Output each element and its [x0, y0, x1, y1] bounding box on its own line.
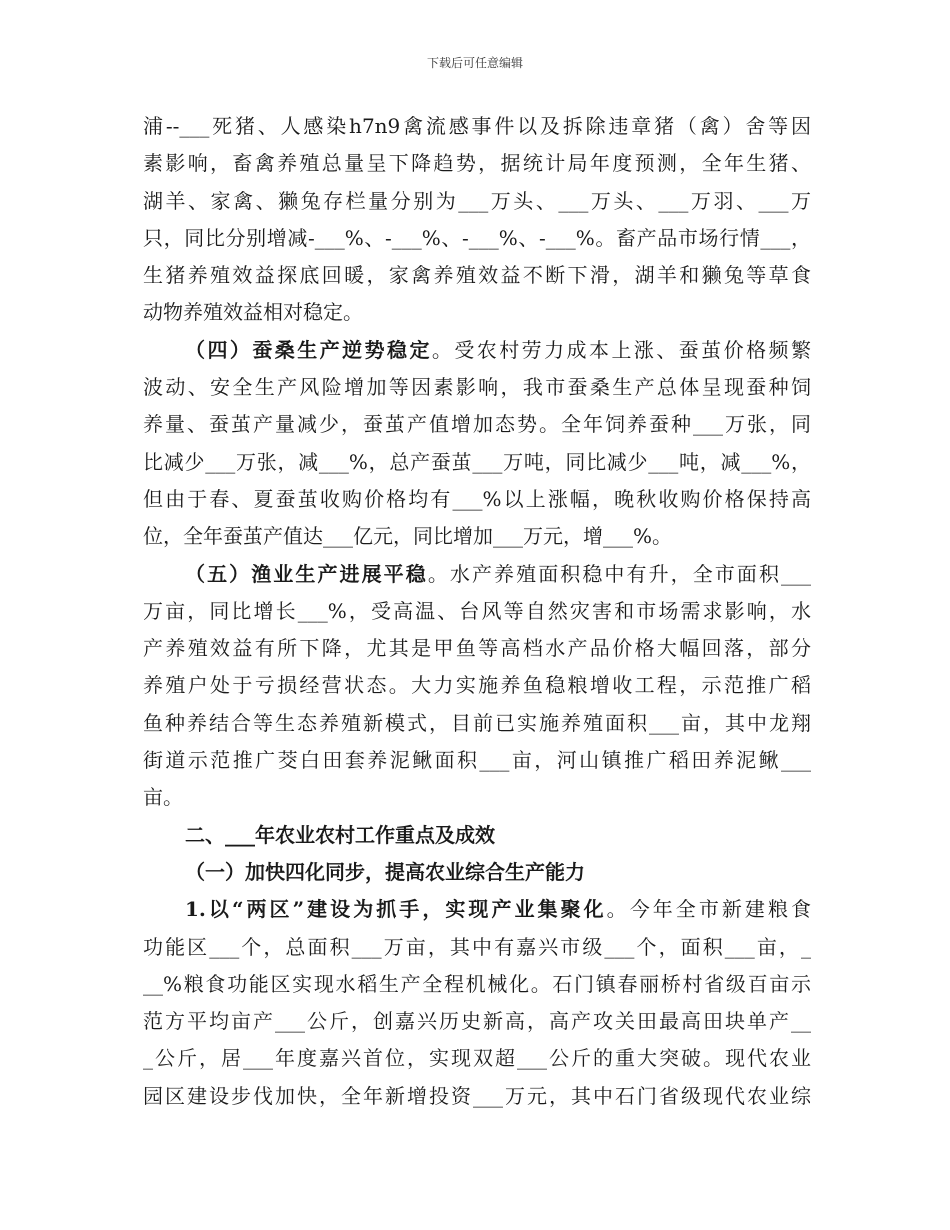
line-text: 产养殖效益有所下降，尤其是甲鱼等高档水产品价格大幅回落，部分 — [143, 636, 811, 661]
text-line — [143, 1040, 811, 1077]
text-line — [143, 966, 811, 1003]
bold-heading: 1.以“两区”建设为抓手，实现产业集聚化 — [185, 897, 607, 922]
text-line — [143, 1078, 811, 1115]
text-line — [143, 332, 811, 369]
line-text: 湖羊、家禽、獭兔存栏量分别为___万头、___万头、___万羽、___万 — [143, 188, 811, 213]
text-line — [143, 444, 811, 481]
line-text: 波动、安全生产风险增加等因素影响，我市蚕桑生产总体呈现蚕种饲 — [143, 375, 811, 400]
text-line — [143, 593, 811, 630]
line-text: 。水产养殖面积稳中有升，全市面积___ — [427, 561, 811, 586]
line-text: 范方平均亩产___公斤，创嘉兴历史新高，高产攻关田最高田块单产__ — [143, 1009, 811, 1034]
text-line — [143, 369, 811, 406]
line-text: __%粮食功能区实现水稻生产全程机械化。石门镇春丽桥村省级百亩示 — [143, 971, 811, 996]
line-text: 动物养殖效益相对稳定。 — [143, 300, 363, 325]
line-text: 比减少___万张，减___%，总产蚕茧___万吨，同比减少___吨，减___%， — [143, 449, 811, 474]
bold-heading: （四）蚕桑生产逆势稳定 — [185, 337, 432, 362]
text-line — [143, 220, 811, 257]
text-line — [143, 817, 811, 854]
line-text: 但由于春、夏蚕茧收购价格均有___%以上涨幅，晚秋收购价格保持高 — [143, 486, 811, 511]
line-text: 素影响，畜禽养殖总量呈下降趋势，据统计局年度预测，全年生猪、 — [143, 151, 811, 176]
line-text: 生猪养殖效益探底回暖，家禽养殖效益不断下滑，湖羊和獭兔等草食 — [143, 263, 811, 288]
text-line — [143, 705, 811, 742]
line-text: 养殖户处于亏损经营状态。大力实施养鱼稳粮增收工程，示范推广稻 — [143, 673, 811, 698]
text-line — [143, 779, 811, 816]
text-line — [143, 630, 811, 667]
text-line — [143, 1003, 811, 1040]
text-line — [143, 742, 811, 779]
line-text: 亩。 — [143, 785, 183, 810]
text-line — [143, 406, 811, 443]
bold-heading: 二、___年农业农村工作重点及成效 — [185, 822, 495, 847]
text-line — [143, 145, 811, 182]
line-text: 。受农村劳力成本上涨、蚕茧价格频繁 — [431, 337, 811, 362]
bold-heading: （一）加快四化同步，提高农业综合生产能力 — [185, 859, 585, 884]
text-line — [143, 929, 811, 966]
text-line — [143, 891, 811, 928]
line-text: _公斤，居___年度嘉兴首位，实现双超___公斤的重大突破。现代农业 — [143, 1046, 811, 1071]
line-text: 位，全年蚕茧产值达___亿元，同比增加___万元，增___%。 — [143, 524, 673, 549]
text-line — [143, 183, 811, 220]
line-text: 只，同比分别增减-___%、-___%、-___%、-___%。畜产品市场行情___， — [143, 225, 811, 250]
page-header: 下载后可任意编辑 — [426, 56, 523, 70]
line-text: 浦--___死猪、人感染h7n9禽流感事件以及拆除违章猪（禽）舍等因 — [143, 114, 811, 138]
line-text: 。今年全市新建粮食 — [606, 897, 811, 922]
text-line — [143, 257, 811, 294]
text-line — [143, 854, 811, 891]
line-text: 养量、蚕茧产量减少，蚕茧产值增加态势。全年饲养蚕种___万张，同 — [143, 412, 811, 437]
line-text: 园区建设步伐加快，全年新增投资___万元，其中石门省级现代农业综 — [143, 1083, 811, 1108]
line-text: 万亩，同比增长___%，受高温、台风等自然灾害和市场需求影响，水 — [143, 598, 811, 623]
line-text: 功能区___个，总面积___万亩，其中有嘉兴市级___个，面积___亩，_ — [143, 934, 811, 959]
line-text: 街道示范推广茭白田套养泥鳅面积___亩，河山镇推广稻田养泥鳅___ — [143, 748, 811, 773]
text-line — [143, 667, 811, 704]
text-line — [143, 518, 811, 555]
document-body — [143, 108, 811, 1115]
line-text: 鱼种养结合等生态养殖新模式，目前已实施养殖面积___亩，其中龙翔 — [143, 710, 811, 735]
text-line — [143, 481, 811, 518]
bold-heading: （五）渔业生产进展平稳 — [185, 561, 428, 586]
text-line — [143, 294, 811, 331]
text-line — [143, 108, 811, 145]
text-line — [143, 556, 811, 593]
